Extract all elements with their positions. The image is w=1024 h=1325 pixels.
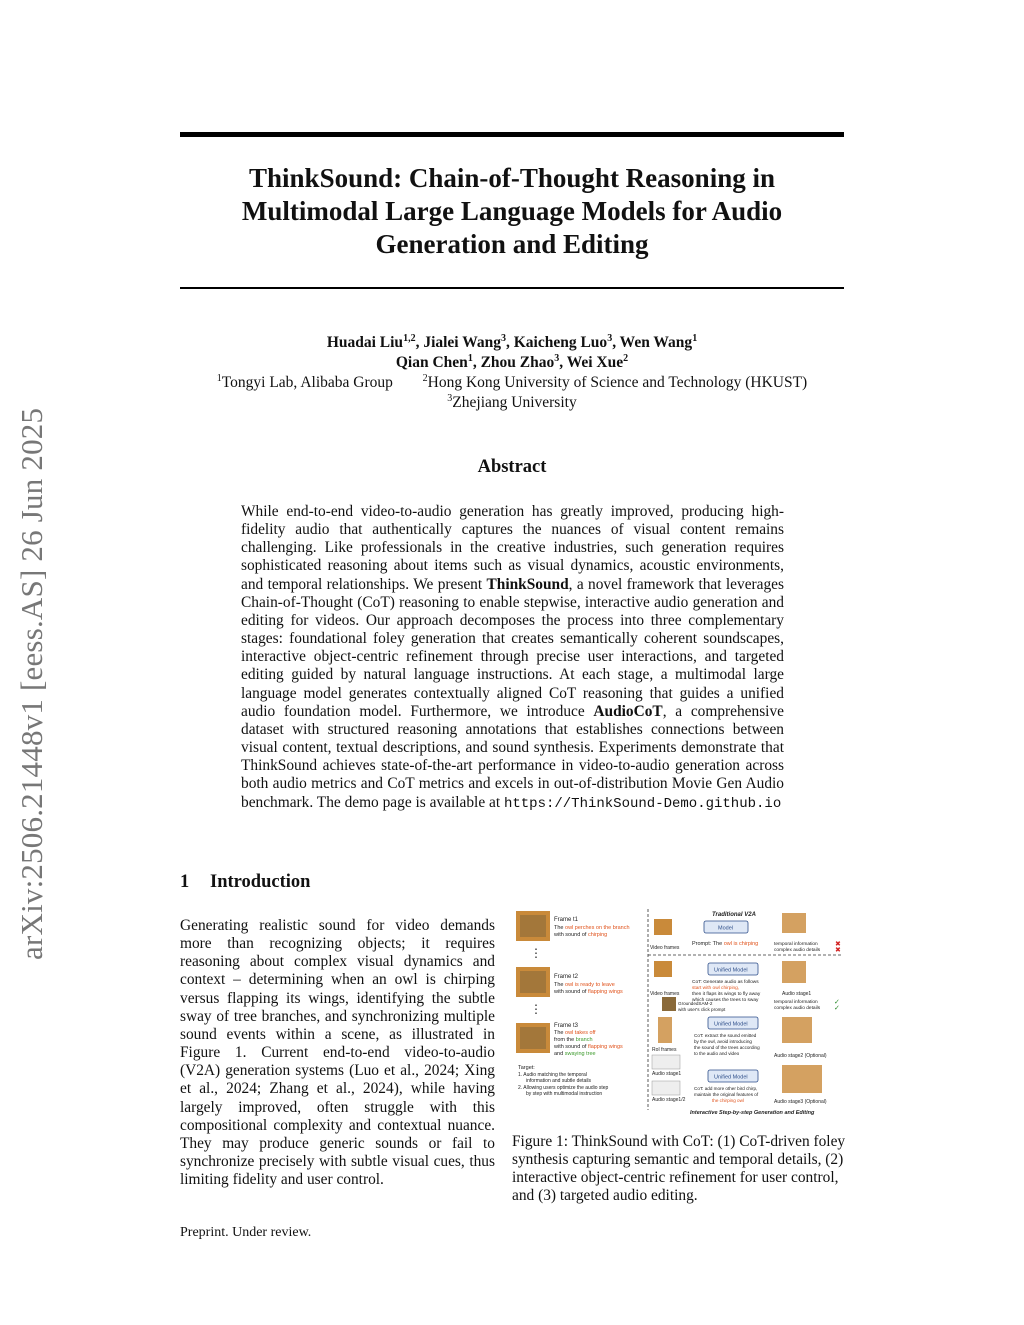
- author-sup: 1,2: [403, 332, 416, 344]
- author-sep: ,: [472, 354, 481, 371]
- target-item: 1. Audio matching the temporal: [518, 1072, 587, 1078]
- aff-sup: 1: [216, 372, 222, 384]
- check-icon: ✓: [834, 1005, 840, 1012]
- cross-icon: ✖: [835, 941, 841, 948]
- author-sep: ,: [505, 334, 514, 351]
- frame-desc: The owl is ready to leave: [554, 982, 615, 988]
- roi-frames-image: [658, 1017, 672, 1043]
- vertical-dots: ⋮: [530, 946, 542, 960]
- complex-details-label: complex audio details: [774, 948, 821, 953]
- cross-icon: ✖: [835, 947, 841, 954]
- figure-1-caption: Figure 1: ThinkSound with CoT: (1) CoT-driven foley synthesis capturing semantic and temporal details, (2) interactive object-centric refinement for user control, and (3) targeted audio editing.: [512, 1133, 846, 1205]
- affiliation-3: Zhejiang University: [452, 394, 577, 411]
- abstract-text: [241, 503, 784, 813]
- affiliations-line-2: [180, 393, 844, 413]
- paper-title: [180, 162, 844, 261]
- target-item: information and subtle details: [526, 1078, 592, 1084]
- demo-link[interactable]: https://ThinkSound-Demo.github.io: [503, 795, 782, 812]
- frame-desc-2: with sound of chirping: [554, 932, 608, 938]
- frame-desc-4: and swaying tree: [554, 1051, 596, 1057]
- author-name: Qian Chen: [395, 354, 468, 371]
- title-bottom-rule: [180, 287, 844, 289]
- roi-frame-image: [662, 997, 676, 1011]
- author-sup: 1: [467, 352, 473, 364]
- authors-line-2: [180, 353, 844, 373]
- owl-icon: [520, 971, 546, 993]
- audio-stage3-label: Audio stage3 (Optional): [774, 1099, 827, 1105]
- traditional-v2a-label: Traditional V2A: [712, 912, 756, 918]
- unified-model-label: Unified Model: [714, 967, 748, 974]
- owl-icon: [520, 915, 546, 937]
- waveform-icon: [652, 1055, 680, 1069]
- frame-desc-3: with sound of flapping wings: [554, 1044, 623, 1050]
- section-heading-introduction: [180, 872, 310, 893]
- waveform-icon: [652, 1081, 680, 1095]
- abstract-bold-audiocot: AudioCoT: [593, 702, 663, 720]
- target-title: Target:: [518, 1065, 535, 1071]
- vertical-dots: ⋮: [530, 1002, 542, 1016]
- cot-text: start with owl chirping,: [692, 986, 740, 991]
- frame-desc: The owl perches on the branch: [554, 925, 630, 931]
- abstract-part: , a novel framework that leverages Chain-of-Thought (CoT) reasoning to enable stepwise, interactive audio generation and editing for videos. Our approach decomposes the process into three complementary stages: foundational foley generation that creates semantically coherent soundscapes, interactive object-centric refinement through precise user interactions, and targeted editing guided by natural language instructions. At each stage, a multimodal large language model generates contextually aligned CoT reasoning that guides a unified audio foundation model. Furthermore, we introduce: [241, 575, 785, 720]
- owl-icon: [520, 1027, 546, 1049]
- aff-sup: 3: [447, 392, 453, 404]
- abstract-bold-thinksound: ThinkSound: [486, 575, 569, 593]
- authors-line-1: [180, 333, 844, 353]
- grounded-sam-label: GroundedSAM-2: [678, 1001, 713, 1006]
- author-sup: 2: [623, 352, 629, 364]
- section-number: 1: [180, 872, 190, 892]
- cot-text: CoT: extract the sound emitted: [694, 1033, 757, 1038]
- cot-text: then it flaps its wings to fly away: [692, 992, 761, 997]
- abstract-part: While end-to-end video-to-audio generation has greatly improved, producing high-fidelity audio that authentically captures the nuances of visual content remains challenging. Like professionals in the creative industries, such generation requires sophisticated reasoning about items such as visual dynamics, acoustic environments, and temporal relationships. We present: [241, 503, 784, 593]
- temporal-info-label: temporal information: [774, 942, 818, 947]
- title-line-3: Generation and Editing: [375, 229, 649, 259]
- complex-details-label: complex audio details: [774, 1006, 821, 1011]
- prompt-label: Prompt: The owl is chirping: [692, 941, 759, 947]
- audio-stage1-label: Audio stage1: [782, 991, 812, 997]
- abstract-heading: Abstract: [477, 457, 547, 477]
- frame-desc-2: with sound of flapping wings: [554, 989, 623, 995]
- unified-model-label: Unified Model: [714, 1074, 748, 1081]
- video-frames-image: [654, 961, 672, 977]
- cot-text: which causes the trees to sway: [692, 998, 759, 1003]
- owl-output-image: [782, 961, 806, 983]
- author-block: [180, 333, 844, 413]
- author-sep: ,: [415, 334, 424, 351]
- video-frames-label: Video frames: [650, 945, 680, 951]
- target-block: [518, 1065, 609, 1097]
- interactive-label: Interactive Step-by-step Generation and Editing: [690, 1110, 815, 1116]
- frame-label: Frame t1: [554, 917, 579, 923]
- video-frames-image: [654, 919, 672, 935]
- author-sep: ,: [612, 334, 620, 351]
- frame-t2: [516, 967, 623, 997]
- cot-text: CoT: add more other bird chirp,: [694, 1086, 758, 1091]
- grounded-sam-label: with user's click prompt: [678, 1007, 726, 1012]
- frame-label: Frame t2: [554, 974, 579, 980]
- cot-text: to the audio and video: [694, 1051, 740, 1056]
- author-sup: 3: [500, 332, 506, 344]
- audio-stage2-label: Audio stage2 (Optional): [774, 1053, 827, 1059]
- author-name: Wen Wang: [619, 334, 693, 351]
- title-line-1: ThinkSound: Chain-of-Thought Reasoning in: [249, 163, 775, 193]
- audio-stage1-input-label: Audio stage1: [652, 1071, 682, 1077]
- cot-text: the chirping owl: [712, 1098, 744, 1103]
- frame-desc-2: from the branch: [554, 1037, 593, 1043]
- author-name: Huadai Liu: [326, 334, 404, 351]
- check-icon: ✓: [834, 999, 840, 1006]
- author-name: Zhou Zhao: [480, 354, 555, 371]
- owl-output-image: [782, 1065, 822, 1093]
- abstract-part: , a comprehensive dataset with structured reasoning annotations that establishes connections between visual content, textual descriptions, and sound synthesis. Experiments demonstrate that ThinkSound achieves state-of-the-art performance in video-to-audio generation across both audio metrics and CoT metrics and excels in out-of-distribution Movie Gen Audio benchmark. The demo page is available at: [241, 702, 784, 811]
- owl-output-image: [782, 1017, 812, 1043]
- author-sup: 1: [692, 332, 698, 344]
- frame-label: Frame t3: [554, 1023, 579, 1029]
- section-title: Introduction: [210, 872, 311, 892]
- frame-t3: [516, 1023, 623, 1057]
- author-sup: 3: [607, 332, 613, 344]
- target-item: by step with multimodal instruction: [526, 1091, 603, 1097]
- author-sep: ,: [559, 354, 567, 371]
- frame-t1: [516, 911, 630, 941]
- top-rule: [180, 132, 844, 137]
- cot-text: the sound of the trees according: [694, 1045, 760, 1050]
- title-line-2: Multimodal Large Language Models for Audio: [241, 196, 783, 226]
- video-frames-label: Video frames: [650, 991, 680, 997]
- cot-text: CoT: Generate audio as follows: [692, 980, 759, 985]
- model-box-label: Model: [718, 925, 733, 932]
- temporal-info-label: temporal information: [774, 1000, 818, 1005]
- audio-stage12-label: Audio stage1/2: [652, 1097, 686, 1103]
- frame-desc: The owl takes off: [554, 1030, 596, 1036]
- owl-output-image: [782, 913, 806, 933]
- target-item: 2. Allowing users optimize the audio step: [518, 1085, 609, 1091]
- author-name: Wei Xue: [566, 354, 624, 371]
- figure-1: [512, 905, 846, 1120]
- author-name: Jialei Wang: [423, 334, 501, 351]
- unified-model-label: Unified Model: [714, 1021, 748, 1028]
- affiliations-line: [180, 373, 844, 393]
- footer-note: Preprint. Under review.: [180, 1225, 312, 1240]
- cot-text: by the owl, avoid introducing: [694, 1039, 752, 1044]
- affiliation-1: Tongyi Lab, Alibaba Group: [221, 374, 393, 391]
- aff-sup: 2: [422, 372, 428, 384]
- author-name: Kaicheng Luo: [513, 334, 608, 351]
- introduction-paragraph: Generating realistic sound for video demands more than recognizing objects; it requires reasoning about complex visual dynamics and context – determining when an owl is chirping versus flapping its wings, identifying the subtle sway of tree branches, and synchronizing multiple sound events within a scene, as illustrated in Figure 1. Current end-to-end video-to-audio (V2A) generation systems (Luo et al., 2024; Xing et al., 2024; Zhang et al., 2024), while having largely improved, often struggle with this compositional complexity and contextual nuance. They may produce generic sounds or fail to synchronize precisely with subtle visual cues, thus limiting fidelity and user control.: [180, 917, 495, 1189]
- roi-frames-label: RoI frames: [652, 1047, 677, 1053]
- cot-text: maintain the original features of: [694, 1092, 759, 1097]
- affiliation-2: Hong Kong University of Science and Technology (HKUST): [427, 374, 808, 391]
- arxiv-sidebar-stamp: arXiv:2506.21448v1 [eess.AS] 26 Jun 2025: [14, 407, 49, 960]
- author-sup: 3: [554, 352, 560, 364]
